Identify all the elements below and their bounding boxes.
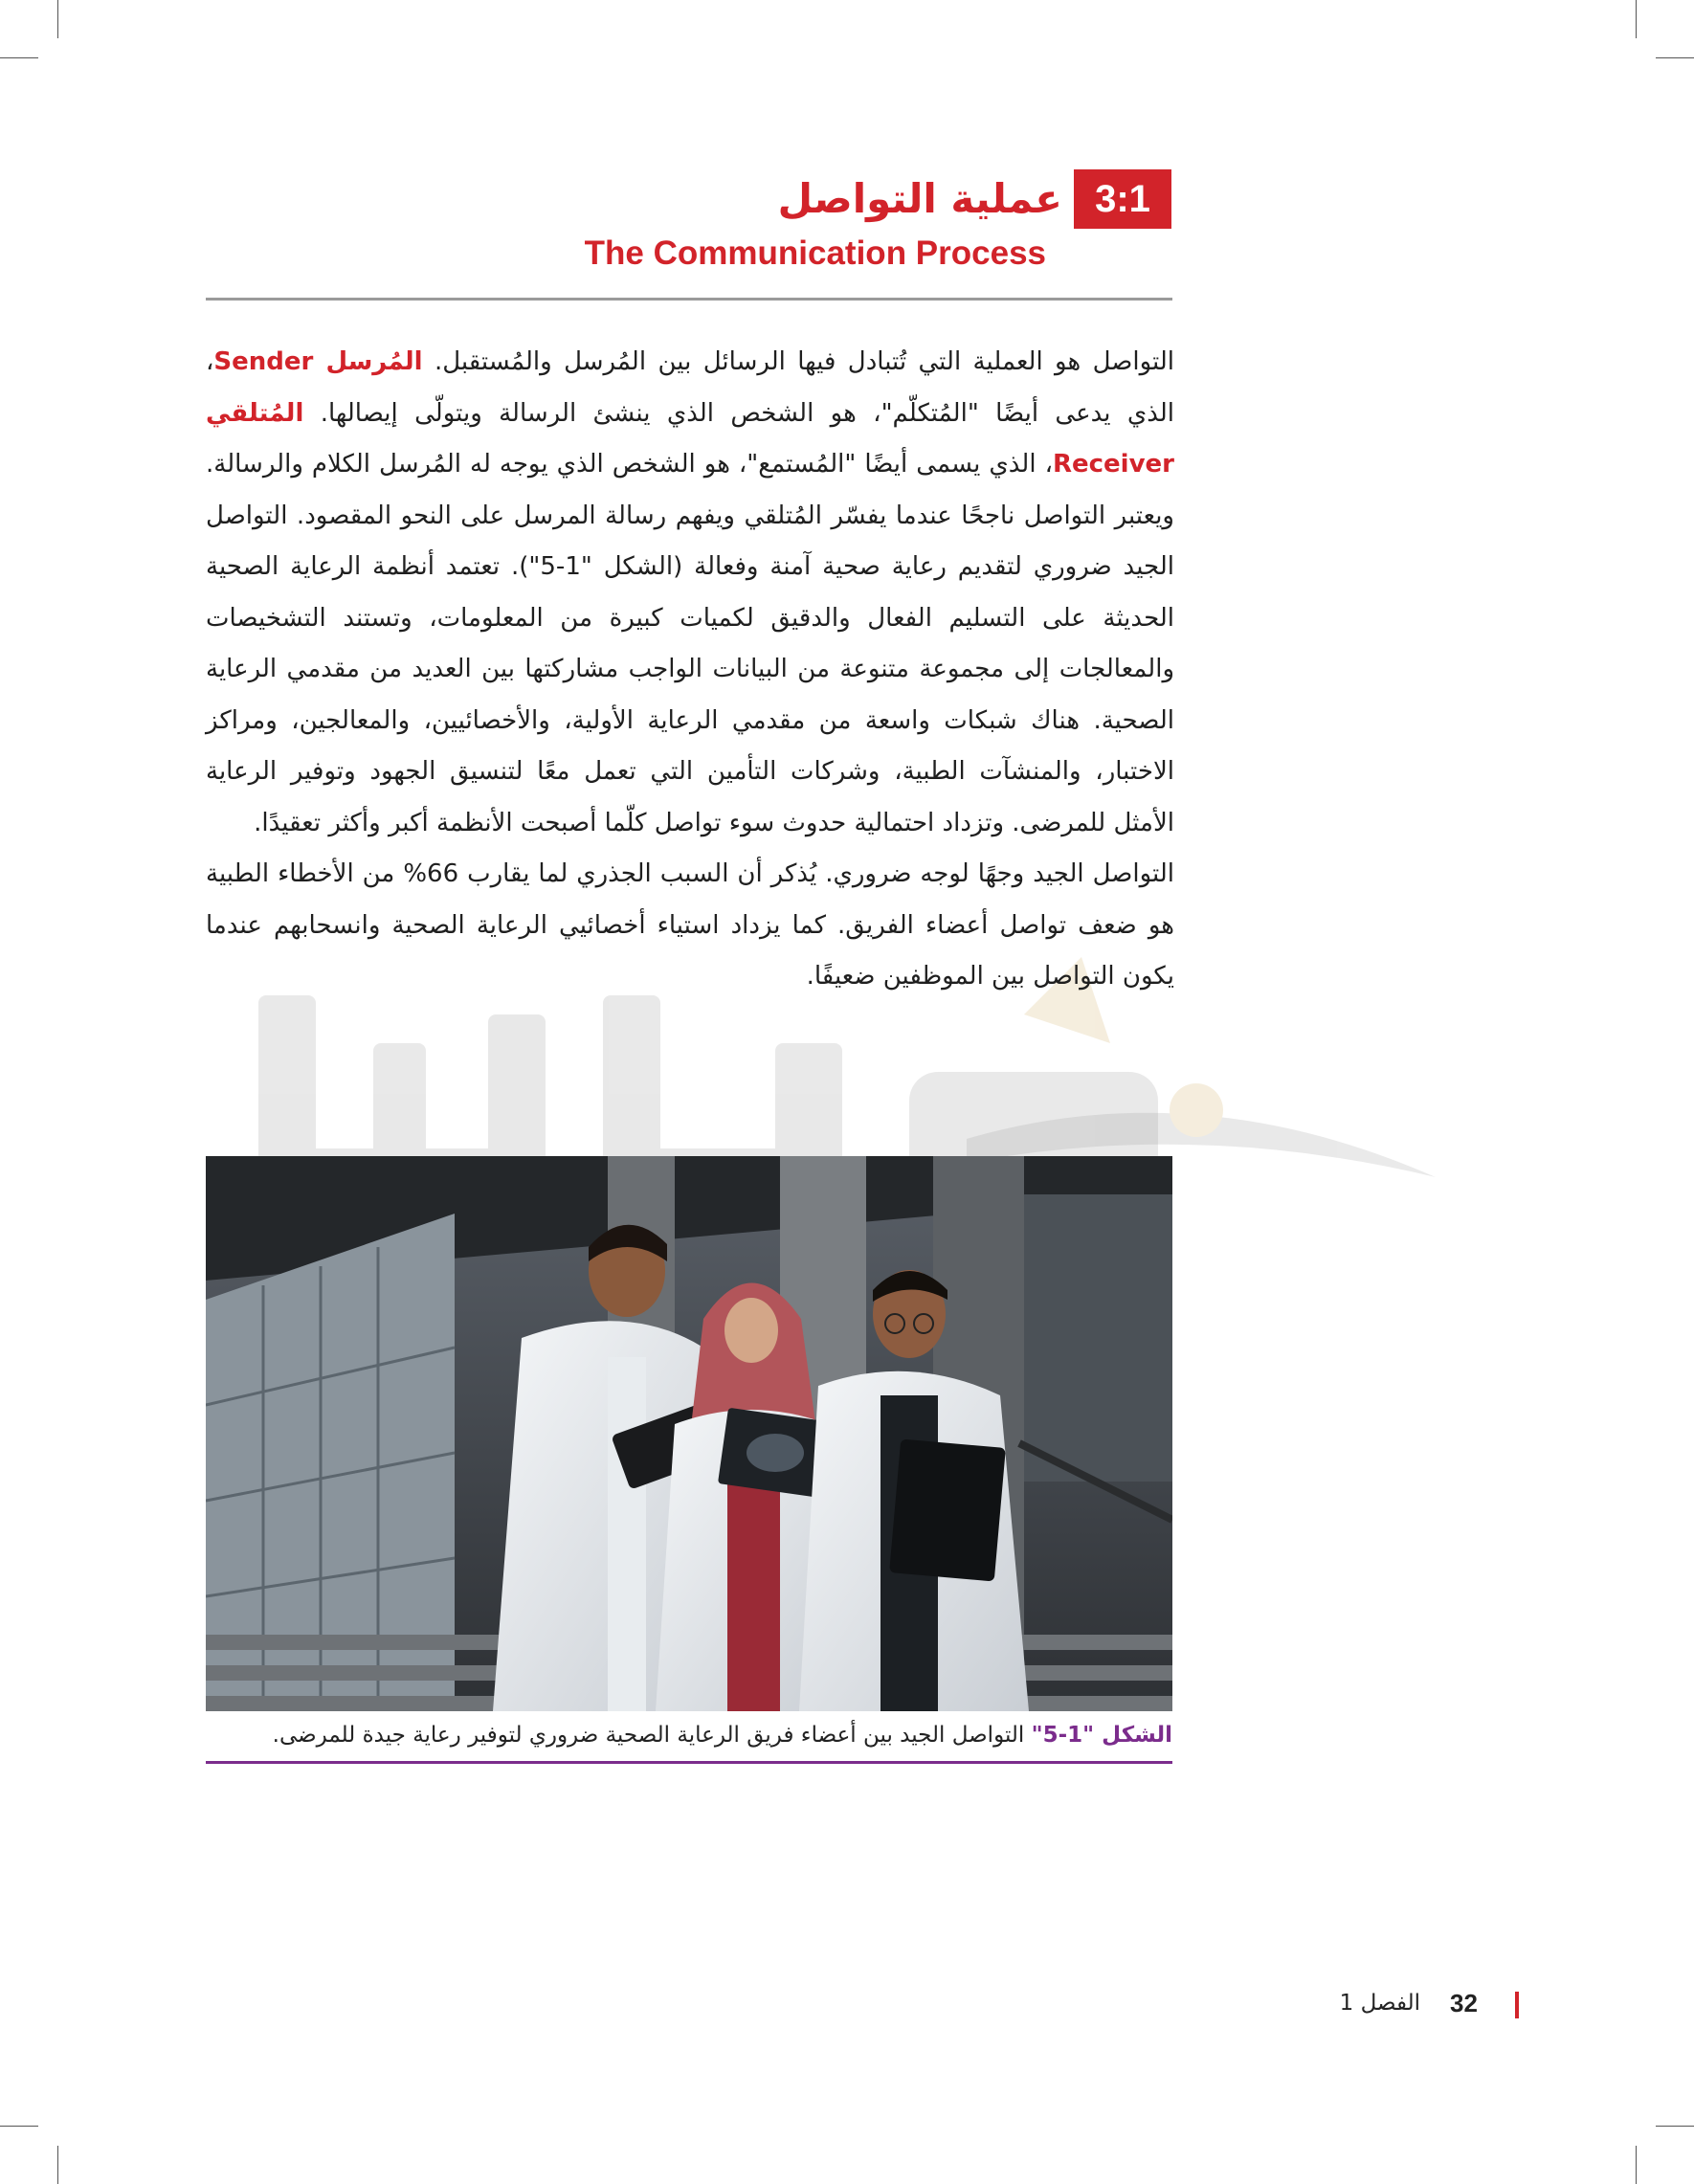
section-title-english: The Communication Process [584,234,1046,272]
paragraph-1-part-1: التواصل هو العملية التي تُتبادل فيها الرسائل بين المُرسل والمُستقبل. [422,347,1174,376]
paragraph-1-part-3: ، الذي يسمى أيضًا "المُستمع"، هو الشخص الذي يوجه له المُرسل الكلام والرسالة. ويعتبر التواصل ناجحًا عندما يفسّر المُتلقي ويفهم رسالة المرسل على النحو المقصود. التواصل الجيد ضروري لتقديم رعاية صحية آمنة وفعالة (الشكل "1-5"). تعتمد أنظمة الرعاية الصحية الحديثة على التسليم الفعال والدقيق لكميات كبيرة من المعلومات، وتستند التشخيصات والمعالجات إلى مجموعة متنوعة من البيانات الواجب مشاركتها بين العديد من مقدمي الرعاية الصحية. هناك شبكات واسعة من مقدمي الرعاية الأولية، والأخصائيين، والمعالجين، ومراكز الاختبار، والمنشآت الطبية، وشركات التأمين التي تعمل معًا لتنسيق الجهود وتوفير الرعاية الأمثل للمرضى. وتزداد احتمالية حدوث سوء تواصل كلّما أصبحت الأنظمة أكبر وأكثر تعقيدًا. [206,450,1174,837]
section-number-badge: 3:1 [1074,169,1171,229]
crop-mark [1656,57,1694,58]
caption-divider [206,1761,1172,1764]
photo-illustration [206,1156,1172,1711]
term-receiver: المُتلقي Receiver [206,398,1174,479]
crop-mark [0,2126,38,2127]
figure-caption [273,1723,1172,1748]
crop-mark [57,2146,58,2184]
crop-mark [1636,2146,1637,2184]
figure-caption-text: التواصل الجيد بين أعضاء فريق الرعاية الصحية ضروري لتوفير رعاية جيدة للمرضى. [272,1723,1032,1748]
body-text [206,337,1174,1003]
crop-mark [1636,0,1637,38]
chapter-label: الفصل 1 [1339,1991,1420,2016]
page-number: 32 [1450,1989,1478,2017]
figure-photo [206,1156,1172,1711]
footer-accent-bar [1515,1992,1519,2018]
paragraph-2: التواصل الجيد وجهًا لوجه ضروري. يُذكر أن السبب الجذري لما يقارب 66% من الأخطاء الطبية هو ضعف تواصل أعضاء الفريق. كما يزداد استياء أخصائيي الرعاية الصحية وانسحابهم عندما يكون التواصل بين الموظفين ضعيفًا. [206,859,1174,991]
section-title-arabic: عملية التواصل [777,175,1062,222]
crop-mark [0,57,38,58]
paragraph-1 [206,337,1174,849]
figure-label: الشكل "1-5" [1031,1723,1172,1748]
crop-mark [1656,2126,1694,2127]
crop-mark [57,0,58,38]
paragraph-1-part-2: ، الذي يدعى أيضًا "المُتكلّم"، هو الشخص الذي ينشئ الرسالة ويتولّى إيصالها. [206,347,1174,428]
term-sender: المُرسل Sender [213,347,423,376]
title-divider [206,298,1172,301]
